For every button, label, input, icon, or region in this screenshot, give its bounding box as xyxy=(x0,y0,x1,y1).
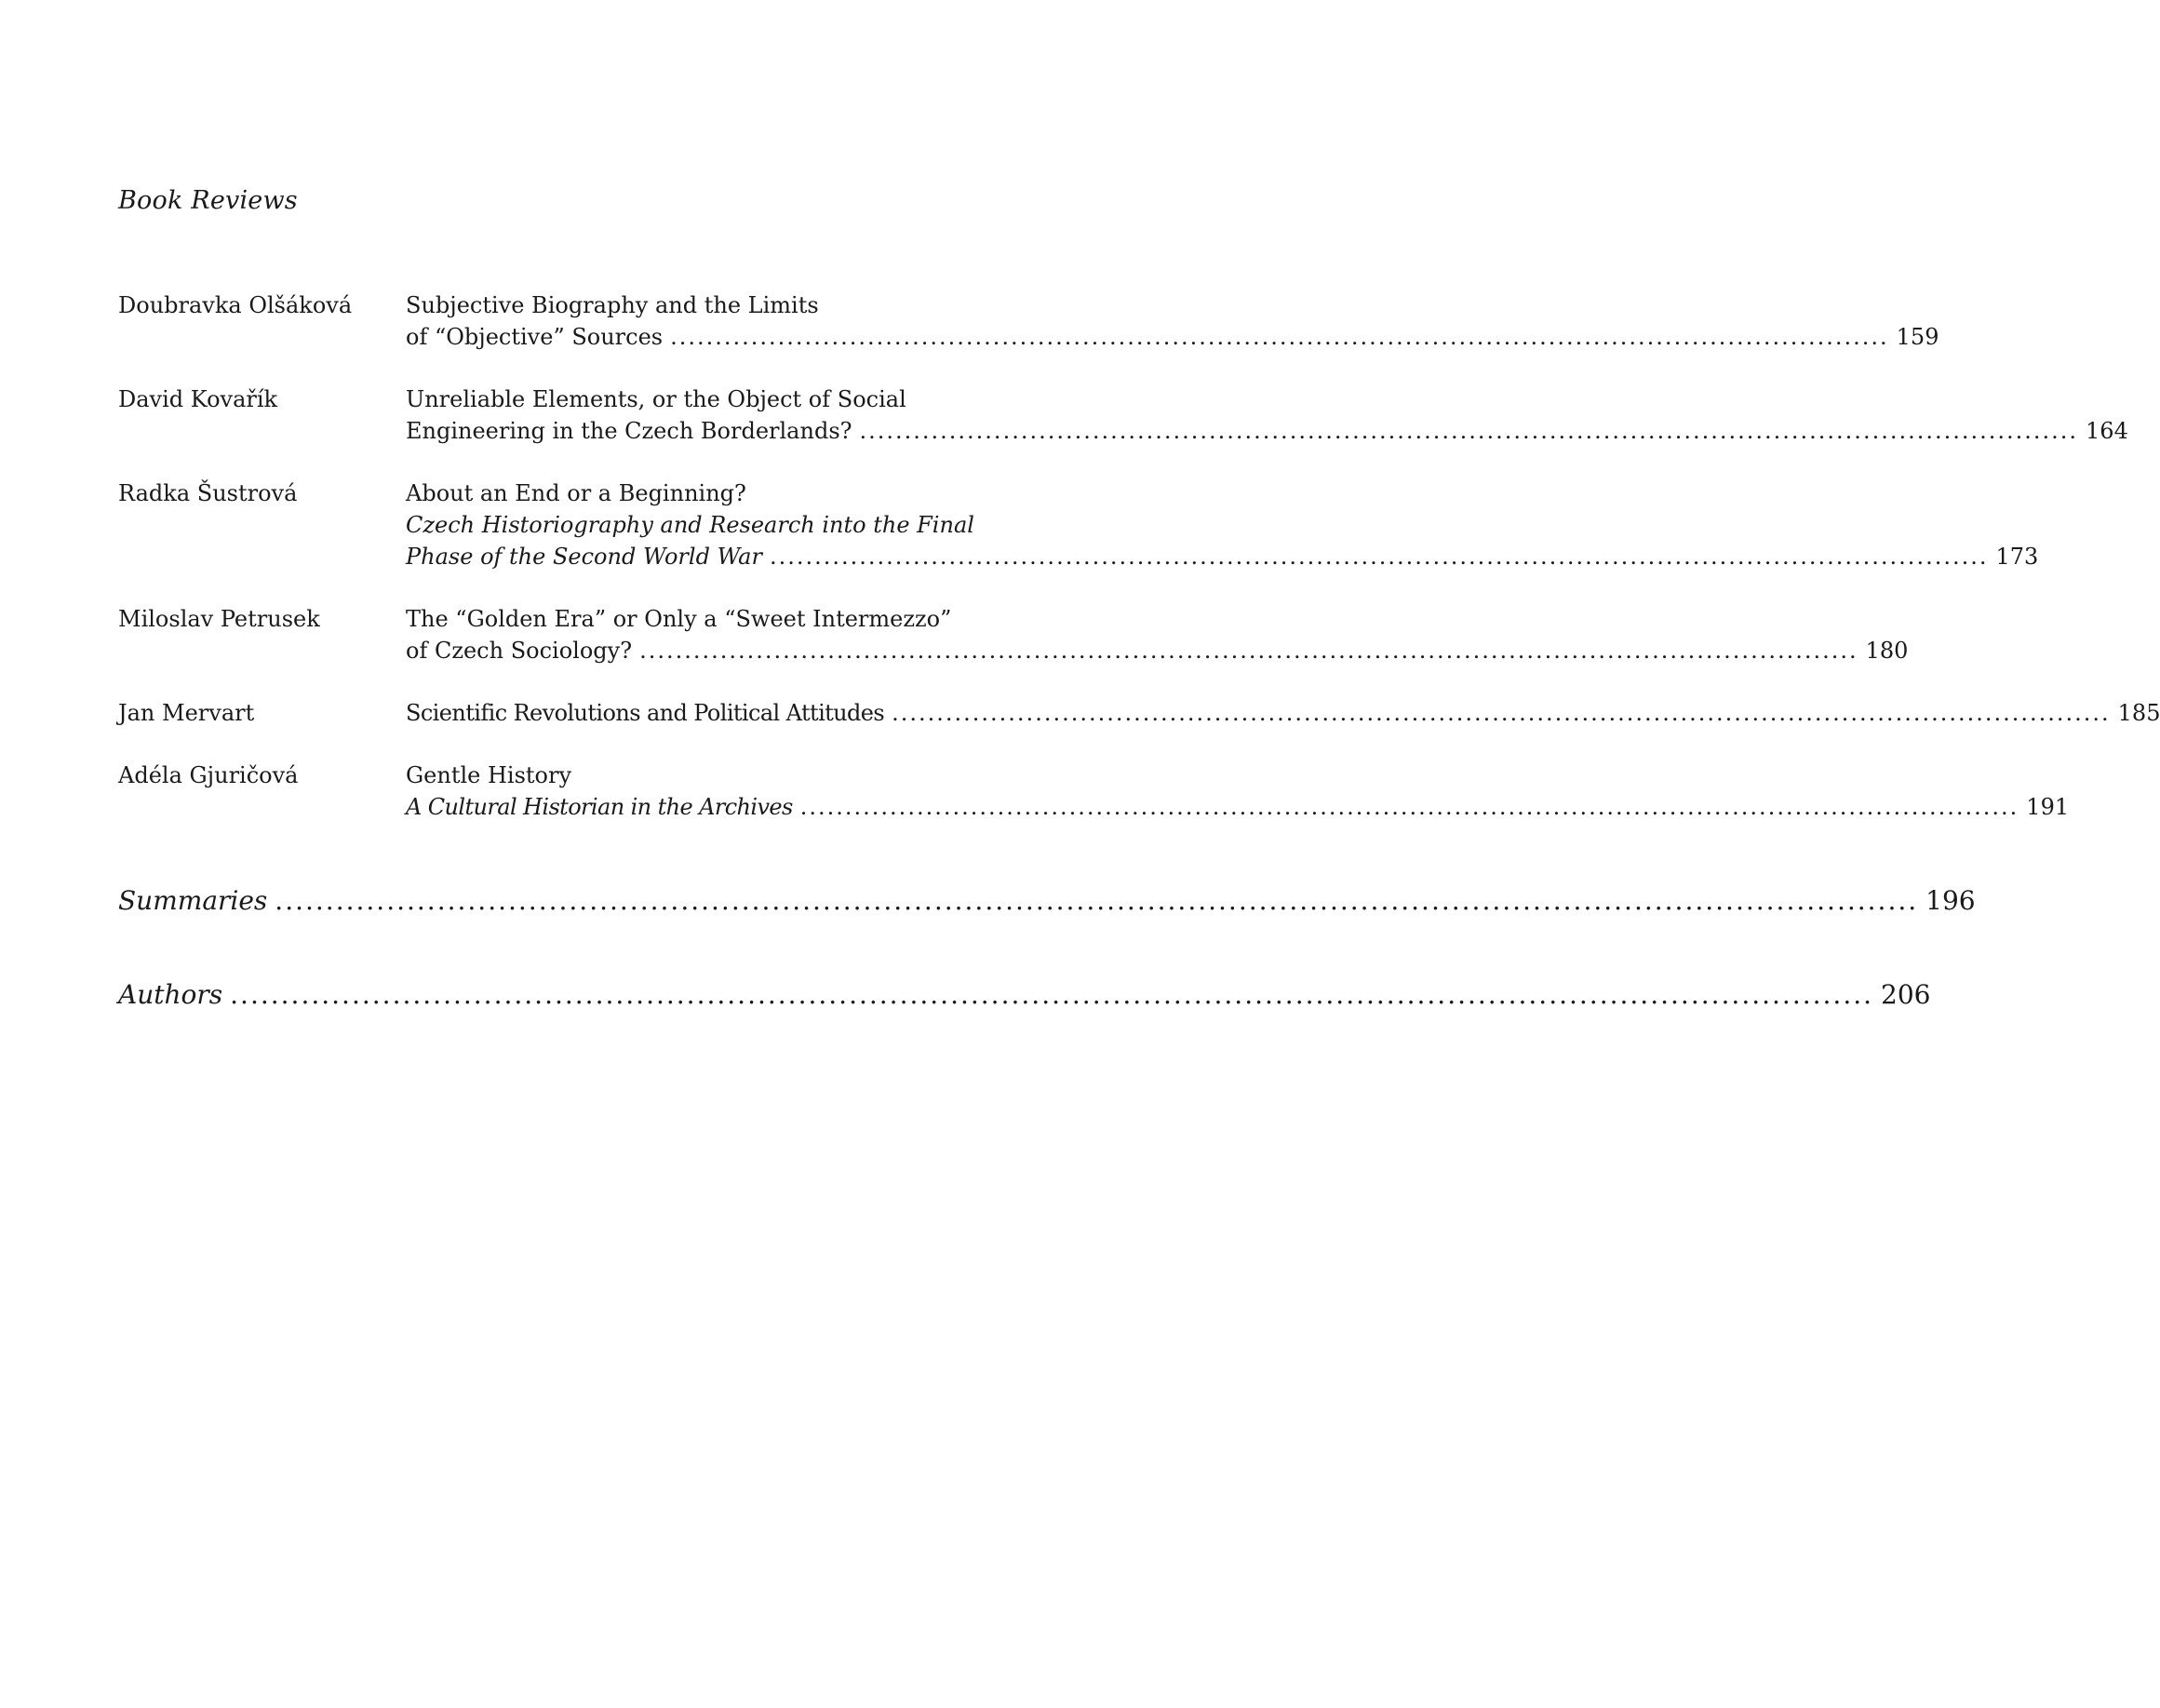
entry-title-text: Scientific Revolutions and Political Attitudes xyxy=(406,700,885,726)
dot-leader: ........................................................................................................................................ xyxy=(769,544,1989,570)
entry-title-line: About an End or a Beginning? xyxy=(406,480,746,506)
toc-entry xyxy=(118,697,2160,729)
entry-title-last-line xyxy=(406,541,2039,572)
entry-subtitle-text: Phase of the Second World War xyxy=(406,544,762,570)
entry-title-last-line xyxy=(406,791,2070,823)
dot-leader: ........................................................................................................................................ xyxy=(670,324,1889,350)
entry-author: Radka Šustrová xyxy=(118,480,298,506)
dot-leader: ........................................................................................................................................ xyxy=(639,638,1858,664)
toc-entry xyxy=(118,383,2128,447)
entry-title-text: of “Objective” Sources xyxy=(406,324,664,350)
entry-title-last-line xyxy=(406,415,2128,447)
dot-leader: ........................................................................................................................................ xyxy=(799,794,2019,820)
entry-title-text: of Czech Sociology? xyxy=(406,638,633,664)
entry-author: Doubravka Olšáková xyxy=(118,292,353,318)
toc-entry xyxy=(118,603,1909,666)
toc-entry xyxy=(118,760,2070,823)
toc-entry xyxy=(118,477,2039,572)
entry-title-text: Engineering in the Czech Borderlands? xyxy=(406,418,852,444)
authors-label: Authors xyxy=(118,979,223,1010)
entry-title-last-line xyxy=(406,697,2160,729)
page-number: 173 xyxy=(1995,544,2039,570)
dot-leader: .................................................................................................................................................................. xyxy=(230,979,1874,1010)
entry-title-last-line xyxy=(406,321,1939,353)
page-number: 196 xyxy=(1925,885,1976,916)
dot-leader: ........................................................................................................................................ xyxy=(859,418,2079,444)
toc-entry xyxy=(118,289,1939,353)
section-heading: Book Reviews xyxy=(118,186,298,215)
page-number: 191 xyxy=(2026,794,2070,820)
page-number: 180 xyxy=(1865,638,1909,664)
authors-entry xyxy=(118,978,1931,1012)
summaries-label: Summaries xyxy=(118,885,268,916)
page-number: 164 xyxy=(2086,418,2128,444)
summaries-entry xyxy=(118,884,1976,918)
entry-subtitle-text: A Cultural Historian in the Archives xyxy=(406,794,793,820)
book-reviews-list xyxy=(118,289,2160,854)
entry-author: David Kovařík xyxy=(118,386,278,412)
entry-title-line: The “Golden Era” or Only a “Sweet Intermezzo” xyxy=(406,606,952,632)
entry-title-last-line xyxy=(406,635,1909,666)
page-number: 159 xyxy=(1896,324,1939,350)
dot-leader: .................................................................................................................................................................. xyxy=(275,885,1919,916)
entry-title-line: Subjective Biography and the Limits xyxy=(406,292,819,318)
entry-title-line: Unreliable Elements, or the Object of Social xyxy=(406,386,906,412)
entry-author: Miloslav Petrusek xyxy=(118,606,320,632)
page-number: 185 xyxy=(2117,700,2160,726)
entry-title-line: Gentle History xyxy=(406,762,572,788)
entry-author: Adéla Gjuričová xyxy=(118,762,299,788)
page-number: 206 xyxy=(1881,979,1931,1010)
dot-leader: ........................................................................................................................................ xyxy=(892,700,2111,726)
entry-subtitle-line: Czech Historiography and Research into the Final xyxy=(406,512,974,538)
entry-author: Jan Mervart xyxy=(118,700,255,726)
